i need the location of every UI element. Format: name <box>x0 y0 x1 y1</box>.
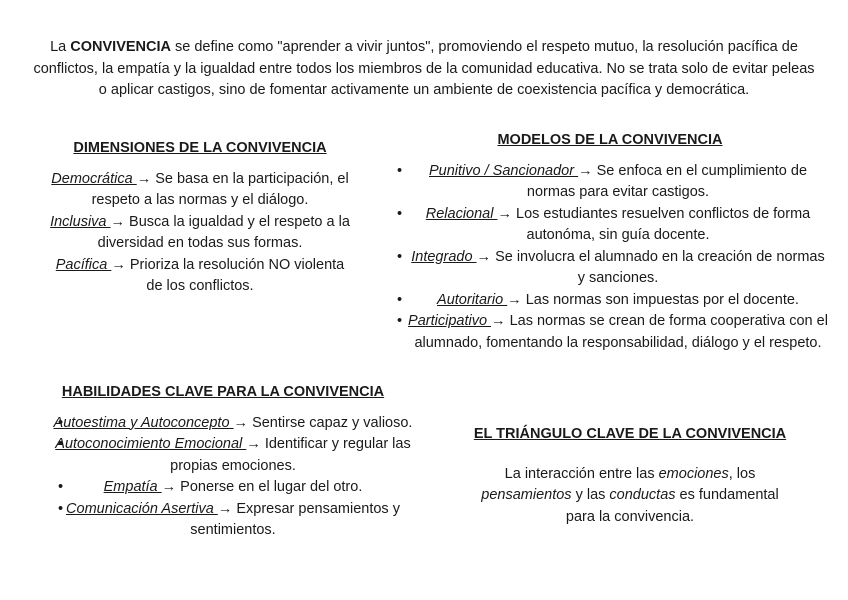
habilidades-section <box>30 382 416 542</box>
modelo-term: Participativo <box>408 313 492 329</box>
modelos-list <box>392 161 828 355</box>
habilidad-term: Autoconocimiento Emocional <box>55 436 247 452</box>
dimension-term: Pacífica <box>55 256 112 273</box>
dimensiones-list <box>50 169 350 298</box>
dimension-text: → Busca la igualdad y el respeto a la diversidad en todas sus formas. <box>97 213 350 251</box>
dimension-text: → Prioriza la resolución NO violenta de los conflictos. <box>111 256 345 294</box>
dimensiones-heading: DIMENSIONES DE LA CONVIVENCIA <box>73 140 327 156</box>
habilidad-text: → Ponerse en el lugar del otro. <box>161 479 363 495</box>
dimension-text: → Se basa en la participación, el respeto a las normas y el diálogo. <box>91 170 349 208</box>
triangulo-heading: EL TRIÁNGULO CLAVE DE LA CONVIVENCIA <box>473 426 787 442</box>
dimensiones-section <box>50 138 350 298</box>
habilidad-term: Empatía <box>103 479 162 495</box>
triangulo-text <box>440 464 820 529</box>
triangulo-section <box>440 424 820 528</box>
dimension-term: Democrática <box>51 170 137 187</box>
modelo-item <box>392 290 828 312</box>
triangulo-part: es fundamental para la convivencia. <box>565 487 779 525</box>
modelo-item <box>392 161 828 204</box>
habilidad-text: → Identificar y regular las propias emociones. <box>170 436 411 474</box>
modelos-section <box>392 130 828 354</box>
habilidades-heading: HABILIDADES CLAVE PARA LA CONVIVENCIA <box>61 384 385 400</box>
habilidad-term: Autoestima y Autoconcepto <box>53 414 234 431</box>
intro-paragraph <box>30 37 818 102</box>
modelo-term: Relacional <box>425 205 498 222</box>
habilidad-text: → Sentirse capaz y valioso. <box>233 414 413 431</box>
dimension-term: Inclusiva <box>50 213 111 230</box>
modelo-item <box>392 204 828 247</box>
modelos-heading: MODELOS DE LA CONVIVENCIA <box>497 132 723 148</box>
habilidad-item <box>30 477 416 499</box>
dimension-item <box>50 212 350 255</box>
habilidad-item <box>30 413 416 435</box>
habilidad-item <box>30 434 416 477</box>
triangulo-emphasis: pensamientos <box>481 487 572 503</box>
dimension-item <box>50 255 350 298</box>
triangulo-part: , los <box>728 465 756 482</box>
modelo-text: → Las normas se crean de forma cooperativa con el alumnado, fomentando la responsabilidad, diálogo y el respeto. <box>414 313 828 351</box>
modelo-term: Autoritario <box>437 291 508 308</box>
habilidad-text: → Expresar pensamientos y sentimientos. <box>190 500 400 538</box>
modelo-text: → Las normas son impuestas por el docente. <box>507 291 799 308</box>
dimension-item <box>50 169 350 212</box>
modelo-text: → Se involucra el alumnado en la creación de normas y sanciones. <box>476 248 825 286</box>
intro-keyword: CONVIVENCIA <box>70 39 171 55</box>
intro-text: se define como "aprender a vivir juntos", promoviendo el respeto mutuo, la resolución pacífica de conflictos, la empatía y la igualdad entre todos los miembros de la comunidad educativa. No se trata solo de evitar peleas o aplicar castigos, sino de fomentar activamente un ambiente de coexistencia pacífica y democrática. <box>33 39 815 98</box>
modelo-term: Integrado <box>411 248 477 265</box>
habilidades-list <box>30 413 416 542</box>
habilidad-item <box>30 499 416 542</box>
triangulo-part: y las <box>571 487 610 503</box>
habilidad-term: Comunicación Asertiva <box>66 500 218 517</box>
modelo-item <box>392 247 828 290</box>
triangulo-emphasis: conductas <box>609 487 676 503</box>
modelo-item <box>392 311 828 354</box>
modelo-text: → Se enfoca en el cumplimiento de normas para evitar castigos. <box>526 162 808 200</box>
modelo-term: Punitivo / Sancionador <box>428 162 579 179</box>
triangulo-part: La interacción entre las <box>504 465 659 482</box>
intro-prefix: La <box>50 39 71 55</box>
modelo-text: → Los estudiantes resuelven conflictos de forma autonóma, sin guía docente. <box>497 205 811 243</box>
triangulo-emphasis: emociones <box>658 465 729 482</box>
